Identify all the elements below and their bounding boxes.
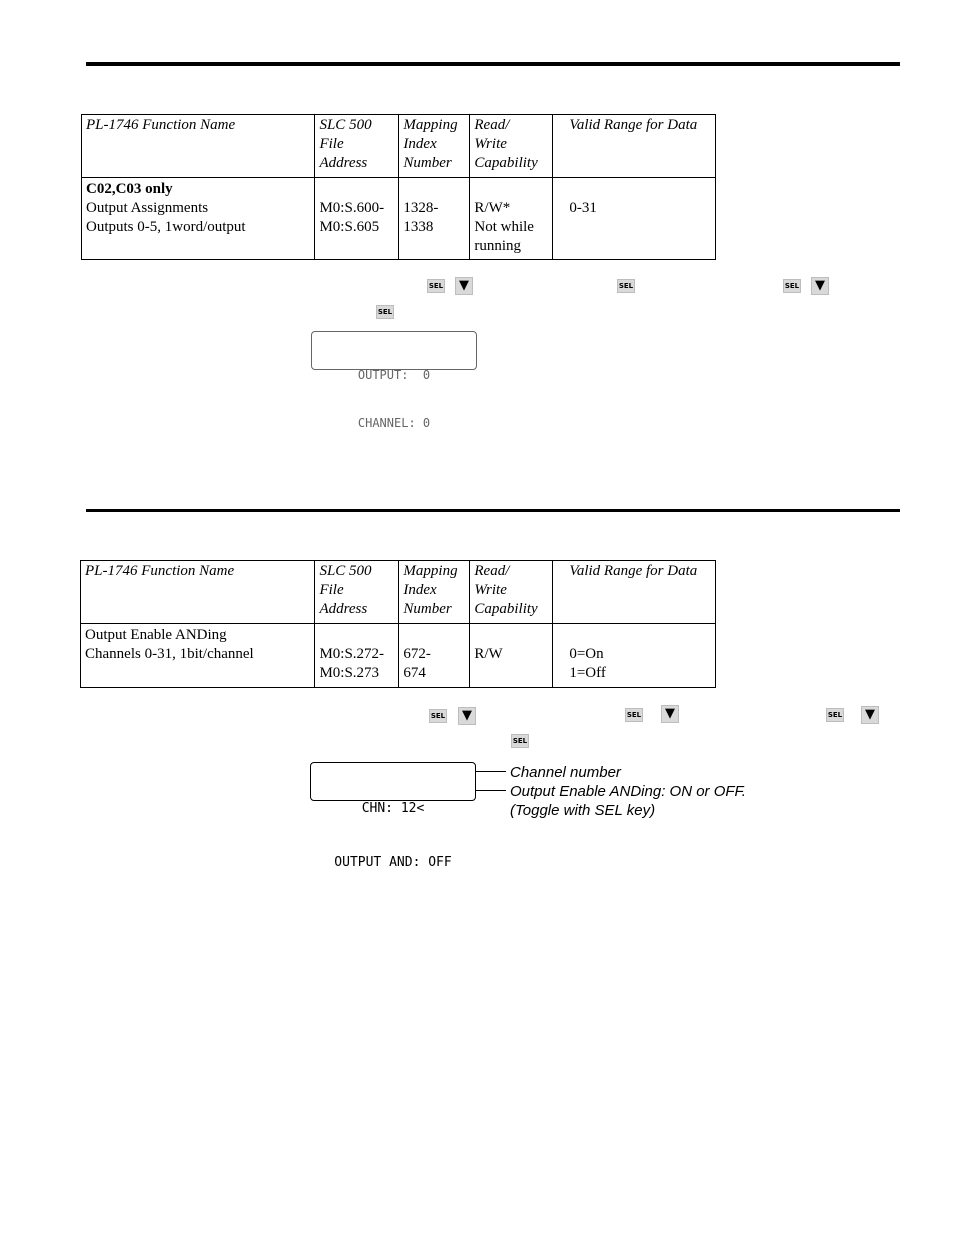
cell-mapping-index: 672- 674 — [399, 624, 470, 688]
sel-key-icon: SEL — [783, 279, 801, 293]
table-header-row — [82, 115, 716, 178]
down-arrow-key-icon: ▼ — [455, 277, 473, 295]
function-table-output-assignments — [81, 114, 716, 260]
header-file-address: SLC 500 File Address — [315, 561, 399, 624]
sel-key-icon: SEL — [617, 279, 635, 293]
function-qualifier: C02,C03 only — [86, 181, 173, 197]
function-name-line: Outputs 0-5, 1word/output — [86, 219, 246, 235]
sel-key-icon: SEL — [511, 734, 529, 748]
cell-mapping-index: 1328- 1338 — [399, 178, 470, 260]
callout-leader-output-and — [476, 790, 506, 791]
table-row — [82, 178, 716, 260]
down-arrow-key-icon: ▼ — [458, 707, 476, 725]
lcd-display-output-assignment — [311, 331, 477, 430]
cell-read-write: R/W* Not while running — [470, 178, 553, 260]
section-rule-middle — [86, 509, 900, 512]
header-mapping-index: Mapping Index Number — [399, 561, 470, 624]
header-valid-range: Valid Range for Data — [553, 561, 716, 624]
lcd-line-channel: CHANNEL: 0 — [357, 416, 431, 430]
callout-leader-channel — [476, 771, 506, 772]
header-file-address: SLC 500 File Address — [315, 115, 399, 178]
header-function-name: PL-1746 Function Name — [81, 561, 315, 624]
sel-key-icon: SEL — [427, 279, 445, 293]
section-rule-top — [86, 62, 900, 66]
cell-file-address: M0:S.600- M0:S.605 — [315, 178, 399, 260]
cell-valid-range: 0=On 1=Off — [553, 624, 716, 688]
down-arrow-key-icon: ▼ — [661, 705, 679, 723]
callout-toggle-hint: (Toggle with SEL key) — [510, 802, 656, 819]
table-row — [81, 624, 716, 688]
function-name-line: Output Assignments — [86, 200, 209, 216]
lcd-display-output-and — [310, 762, 476, 870]
sel-key-icon: SEL — [826, 708, 844, 722]
header-read-write: Read/ Write Capability — [470, 561, 553, 624]
down-arrow-key-icon: ▼ — [811, 277, 829, 295]
lcd-line-channel: CHN: 12< — [361, 801, 425, 816]
cell-valid-range: 0-31 — [553, 178, 716, 260]
header-valid-range: Valid Range for Data — [553, 115, 716, 178]
function-name-line: Output Enable ANDing — [85, 627, 227, 643]
cell-function-name — [81, 624, 315, 688]
lcd-line-output-and: OUTPUT AND: OFF — [334, 855, 452, 870]
header-function-name: PL-1746 Function Name — [82, 115, 315, 178]
table-header-row — [81, 561, 716, 624]
sel-key-icon: SEL — [625, 708, 643, 722]
sel-key-icon: SEL — [376, 305, 394, 319]
cell-function-name — [82, 178, 315, 260]
cell-file-address: M0:S.272- M0:S.273 — [315, 624, 399, 688]
lcd-line-output: OUTPUT: 0 — [357, 368, 431, 382]
callout-channel-number: Channel number — [510, 764, 621, 781]
header-mapping-index: Mapping Index Number — [399, 115, 470, 178]
function-name-line: Channels 0-31, 1bit/channel — [85, 646, 254, 662]
function-table-output-enable-anding — [80, 560, 716, 688]
cell-read-write: R/W — [470, 624, 553, 688]
header-read-write: Read/ Write Capability — [470, 115, 553, 178]
down-arrow-key-icon: ▼ — [861, 706, 879, 724]
sel-key-icon: SEL — [429, 709, 447, 723]
callout-output-enable-anding: Output Enable ANDing: ON or OFF. — [510, 783, 746, 800]
